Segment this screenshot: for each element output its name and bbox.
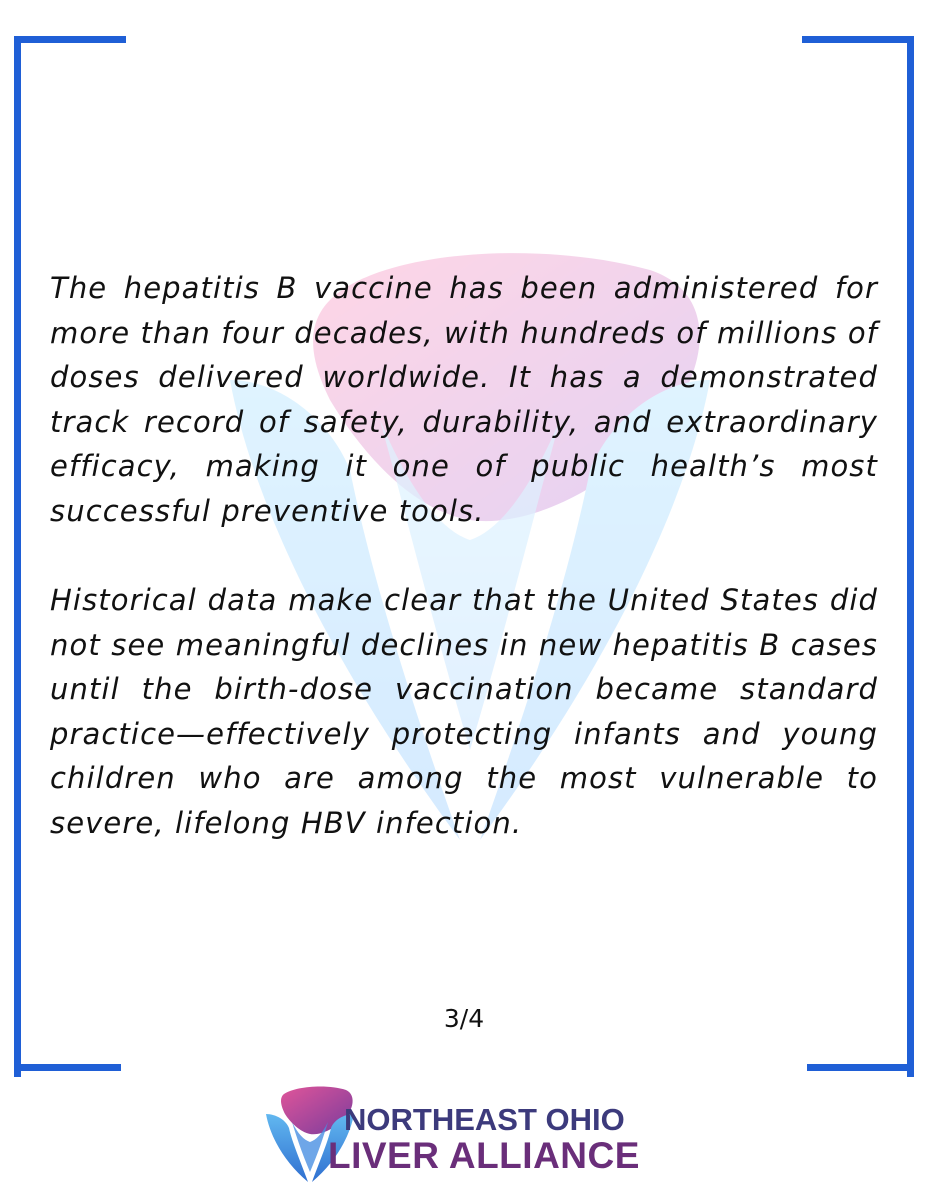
organization-logo bbox=[262, 1084, 672, 1184]
frame-bracket-bottom-right bbox=[807, 1064, 914, 1071]
frame-bracket-right bbox=[802, 36, 914, 1077]
frame-bracket-left bbox=[14, 36, 126, 1077]
paragraph-vaccine-history: The hepatitis B vaccine has been administered for more than four decades, with hundreds of millions of doses delivered worldwide. It has a demonstrated track record of safety, durability, and extraordinary efficacy, making it one of public health’s most successful preventive tools. bbox=[50, 271, 878, 528]
page-number: 3/4 bbox=[443, 1004, 485, 1033]
paragraph-historical-data: Historical data make clear that the United States did not see meaningful declines in new hepatitis B cases until the birth-dose vaccination became standard practice—effectively protecting infants and young children who are among the most vulnerable to severe, lifelong HBV infection. bbox=[50, 583, 878, 840]
logo-text-northeast-ohio: NORTHEAST OHIO bbox=[344, 1102, 625, 1137]
frame-bracket-bottom-left bbox=[14, 1064, 121, 1071]
logo-text-liver-alliance: LIVER ALLIANCE bbox=[328, 1135, 640, 1176]
